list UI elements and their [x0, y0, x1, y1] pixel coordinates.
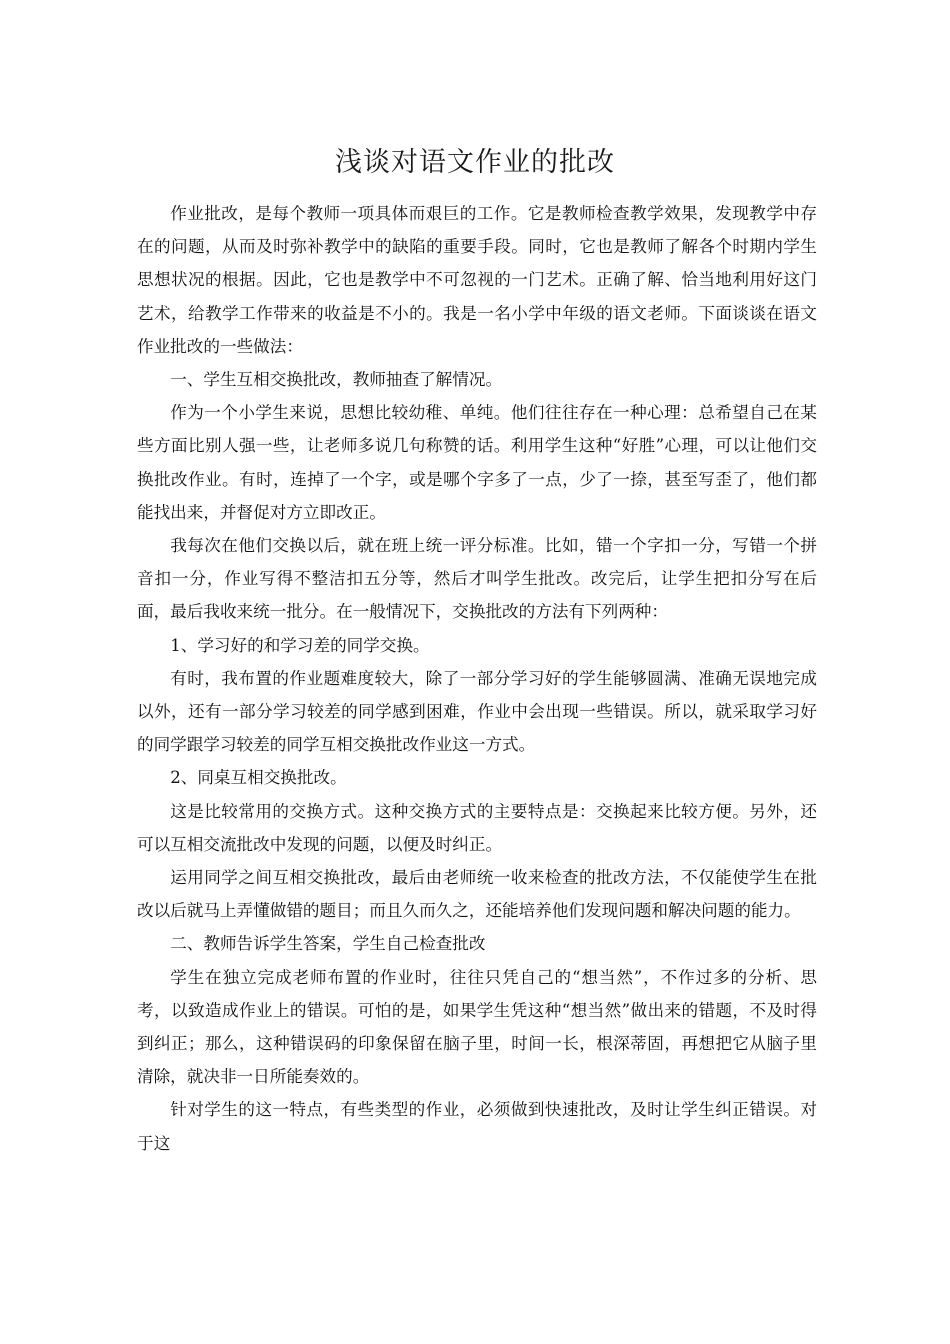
paragraph: 我每次在他们交换以后，就在班上统一评分标准。比如，错一个字扣一分，写错一个拼音扣一分，作业写得不整洁扣五分等，然后才叫学生批改。改完后，让学生把扣分写在后面，最后我收来统一批分。在一般情况下，交换批改的方法有下列两种：: [137, 536, 817, 622]
paragraph-intro: 作业批改，是每个教师一项具体而艰巨的工作。它是教师检查教学效果，发现教学中存在的问题，从而及时弥补教学中的缺陷的重要手段。同时，它也是教师了解各个时期内学生思想状况的根据。因此，它也是教学中不可忽视的一门艺术。正确了解、恰当地利用好这门艺术，给教学工作带来的收益是不小的。我是一名小学中年级的语文老师。下面谈谈在语文作业批改的一些做法：: [137, 204, 817, 356]
paragraph: 有时，我布置的作业题难度较大，除了一部分学习好的学生能够圆满、准确无误地完成以外，还有一部分学习较差的同学感到困难，作业中会出现一些错误。所以，就采取学习好的同学跟学习较差的同学互相交换批改作业这一方式。: [137, 668, 817, 755]
paragraph: 这是比较常用的交换方式。这种交换方式的主要特点是：交换起来比较方便。另外，还可以互相交流批改中发现的问题，以便及时纠正。: [137, 801, 817, 854]
document-body: [137, 197, 817, 1160]
subheading-1: 1、学习好的和学习差的同学交换。: [170, 635, 430, 655]
paragraph: 针对学生的这一特点，有些类型的作业，必须做到快速批改，及时让学生纠正错误。对于这: [137, 1100, 817, 1153]
paragraph: 学生在独立完成老师布置的作业时，往往只凭自己的“想当然”，不作过多的分析、思考，以致造成作业上的错误。可怕的是，如果学生凭这种“想当然”做出来的错题，不及时得到纠正；那么，这种错误码的印象保留在脑子里，时间一长，根深蒂固，再想把它从脑子里清除，就决非一日所能奏效的。: [137, 967, 817, 1087]
subheading-2: 2、同桌互相交换批改。: [170, 768, 347, 788]
section-heading-2: 二、教师告诉学生答案，学生自己检查批改: [170, 934, 486, 954]
section-heading-1: 一、学生互相交换批改，教师抽查了解情况。: [170, 370, 503, 390]
paragraph: 运用同学之间互相交换批改，最后由老师统一收来检查的批改方法，不仅能使学生在批改以后就马上弄懂做错的题目；而且久而久之，还能培养他们发现问题和解决问题的能力。: [137, 868, 817, 921]
document-title: 浅谈对语文作业的批改: [335, 147, 615, 178]
paragraph: 作为一个小学生来说，思想比较幼稚、单纯。他们往往存在一种心理：总希望自己在某些方面比别人强一些，让老师多说几句称赞的话。利用学生这种“好胜”心理，可以让他们交换批改作业。有时，连掉了一个字，或是哪个字多了一点，少了一捺，甚至写歪了，他们都能找出来，并督促对方立即改正。: [137, 403, 817, 522]
